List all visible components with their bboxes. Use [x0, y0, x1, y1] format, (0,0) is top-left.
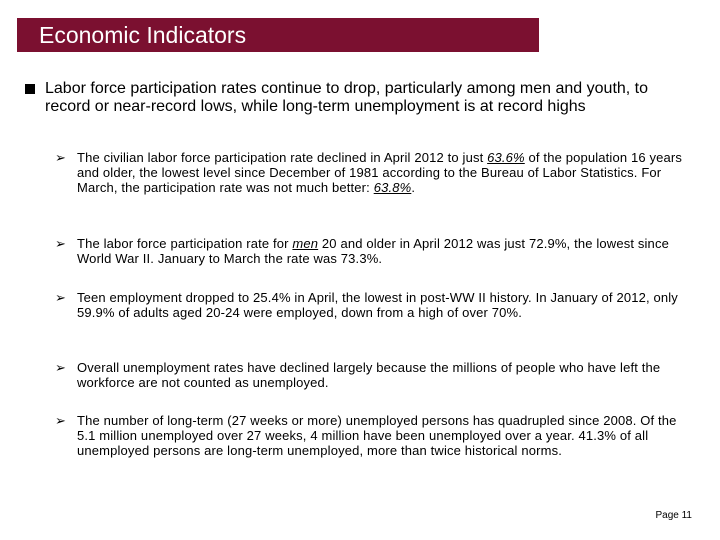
- slide-title: Economic Indicators: [39, 22, 247, 48]
- square-bullet-icon: [25, 84, 35, 94]
- main-bullet-text: Labor force participation rates continue to drop, particularly among men and youth, to record or near-record lows, while long-term unemployment is at record highs: [45, 80, 649, 115]
- highlight-value: men: [292, 236, 319, 251]
- highlight-value: 63.8%: [373, 180, 412, 195]
- arrow-bullet-icon: ➢: [55, 236, 66, 251]
- sub-bullet-text: Teen employment dropped to 25.4% in April, the lowest in post-WW II history. In January of 2012, only 59.9% of adults aged 20-24 were employed, down from a high of over 70%.: [77, 290, 678, 320]
- sub-bullet-text: The civilian labor force participation rate declined in April 2012 to just 63.6% of the population 16 years and older, the lowest level since December of 1981 according to the Bureau of Labor Statistics. For March, the participation rate was not much better: 63.8%.: [77, 150, 683, 195]
- arrow-bullet-icon: ➢: [55, 360, 66, 375]
- sub-bullet-text: The labor force participation rate for men 20 and older in April 2012 was just 72.9%, the lowest since World War II. January to March the rate was 73.3%.: [77, 236, 669, 266]
- arrow-bullet-icon: ➢: [55, 290, 66, 305]
- sub-bullet-text: Overall unemployment rates have declined largely because the millions of people who have left the workforce are not counted as unemployed.: [77, 360, 661, 390]
- title-bar: [17, 18, 539, 52]
- sub-bullet-text: The number of long-term (27 weeks or more) unemployed persons has quadrupled since 2008. Of the 5.1 million unemployed over 27 weeks, 4 million have been unemployed over a year. 41.3% of all unemployed persons are long-term unemployed, more than twice historical norms.: [77, 413, 677, 458]
- page-number: Page 11: [655, 510, 692, 521]
- arrow-bullet-icon: ➢: [55, 413, 66, 428]
- highlight-value: 63.6%: [487, 150, 525, 165]
- arrow-bullet-icon: ➢: [55, 150, 66, 165]
